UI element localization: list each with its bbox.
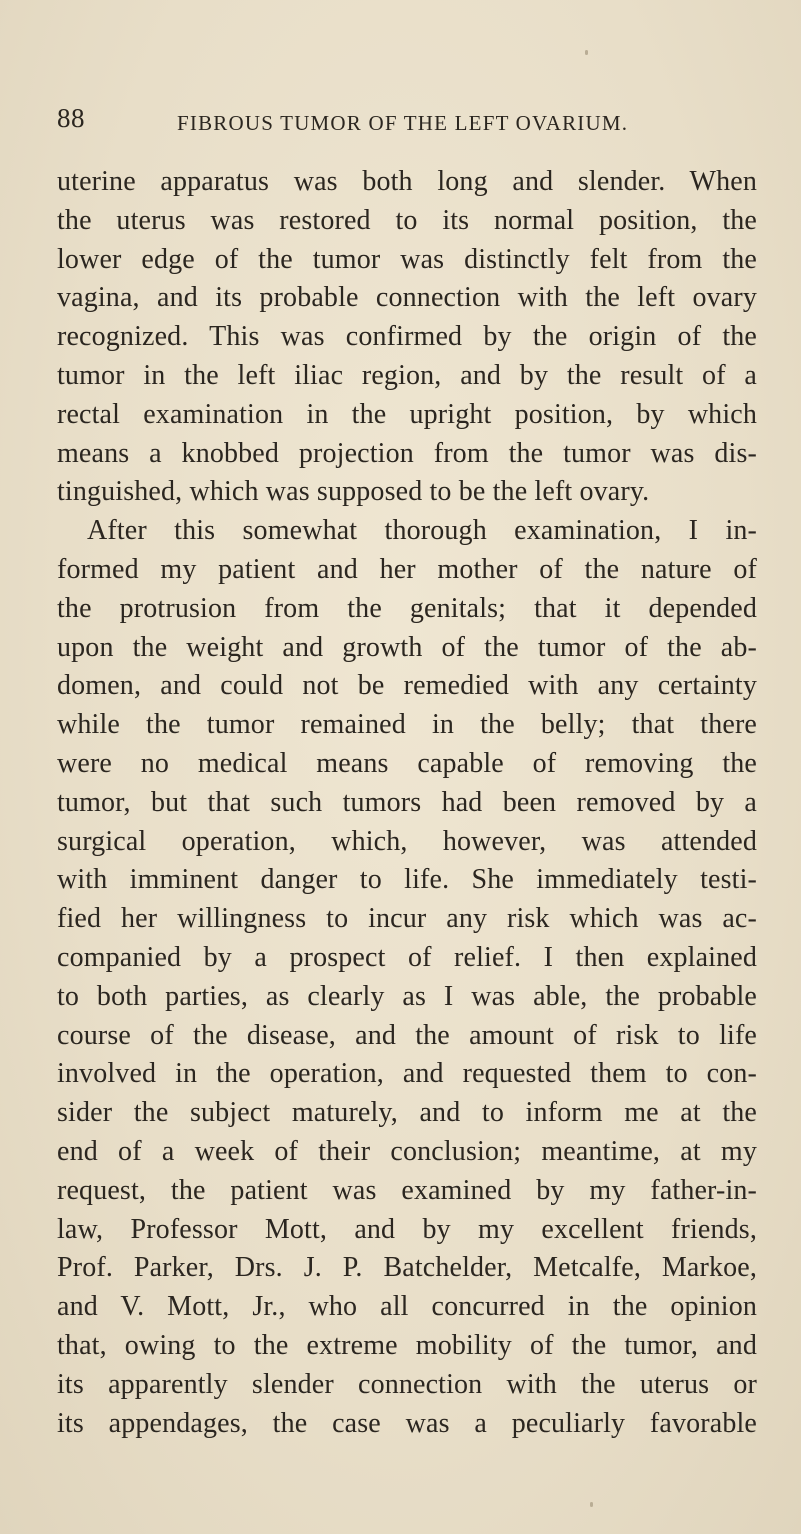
text-line: course of the disease, and the amount of risk to life [57, 1019, 757, 1051]
text-line: fied her willingness to incur any risk which was ac- [57, 903, 757, 935]
text-line: its apparently slender connection with the uterus or [57, 1368, 757, 1400]
text-line: lower edge of the tumor was distinctly felt from the [57, 243, 757, 275]
text-line: while the tumor remained in the belly; that there [57, 709, 757, 741]
text-line: Prof. Parker, Drs. J. P. Batchelder, Metcalfe, Markoe, [57, 1252, 757, 1284]
text-line: end of a week of their conclusion; meantime, at my [57, 1135, 757, 1167]
text-line: the protrusion from the genitals; that it depended [57, 592, 757, 624]
text-line: surgical operation, which, however, was attended [57, 825, 757, 857]
text-line: upon the weight and growth of the tumor of the ab- [57, 631, 757, 663]
paper-speck [585, 50, 588, 55]
text-line: its appendages, the case was a peculiarly favorable [57, 1407, 757, 1439]
text-line: to both parties, as clearly as I was able, the probable [57, 980, 757, 1012]
text-line: law, Professor Mott, and by my excellent friends, [57, 1213, 757, 1245]
running-head: FIBROUS TUMOR OF THE LEFT OVARIUM. [177, 111, 629, 135]
text-line: were no medical means capable of removing the [57, 747, 757, 779]
text-line: companied by a prospect of relief. I then explained [57, 941, 757, 973]
paper-speck [590, 1502, 593, 1507]
page-header [57, 103, 757, 143]
text-line: vagina, and its probable connection with the left ovary [57, 282, 757, 314]
text-line: sider the subject maturely, and to inform me at the [57, 1097, 757, 1129]
text-line: tinguished, which was supposed to be the left ovary. [57, 476, 650, 508]
body-text [57, 163, 757, 1443]
text-line: After this somewhat thorough examination, I in- [87, 515, 757, 547]
text-line: tumor in the left iliac region, and by the result of a [57, 359, 757, 391]
text-line: uterine apparatus was both long and slender. When [57, 166, 757, 197]
text-line: tumor, but that such tumors had been removed by a [57, 786, 757, 818]
text-line: with imminent danger to life. She immediately testi- [57, 864, 757, 896]
text-line: formed my patient and her mother of the nature of [57, 553, 757, 585]
text-line: domen, and could not be remedied with any certainty [57, 670, 757, 702]
text-line: that, owing to the extreme mobility of the tumor, and [57, 1329, 757, 1361]
text-line: and V. Mott, Jr., who all concurred in the opinion [57, 1291, 757, 1323]
text-line: request, the patient was examined by my father-in- [57, 1174, 757, 1206]
text-line: the uterus was restored to its normal position, the [57, 204, 757, 236]
text-line: involved in the operation, and requested them to con- [57, 1058, 757, 1090]
page-number: 88 [57, 103, 85, 133]
text-line: rectal examination in the upright position, by which [57, 398, 757, 430]
text-line: recognized. This was confirmed by the origin of the [57, 321, 757, 353]
text-line: means a knobbed projection from the tumor was dis- [57, 437, 757, 469]
